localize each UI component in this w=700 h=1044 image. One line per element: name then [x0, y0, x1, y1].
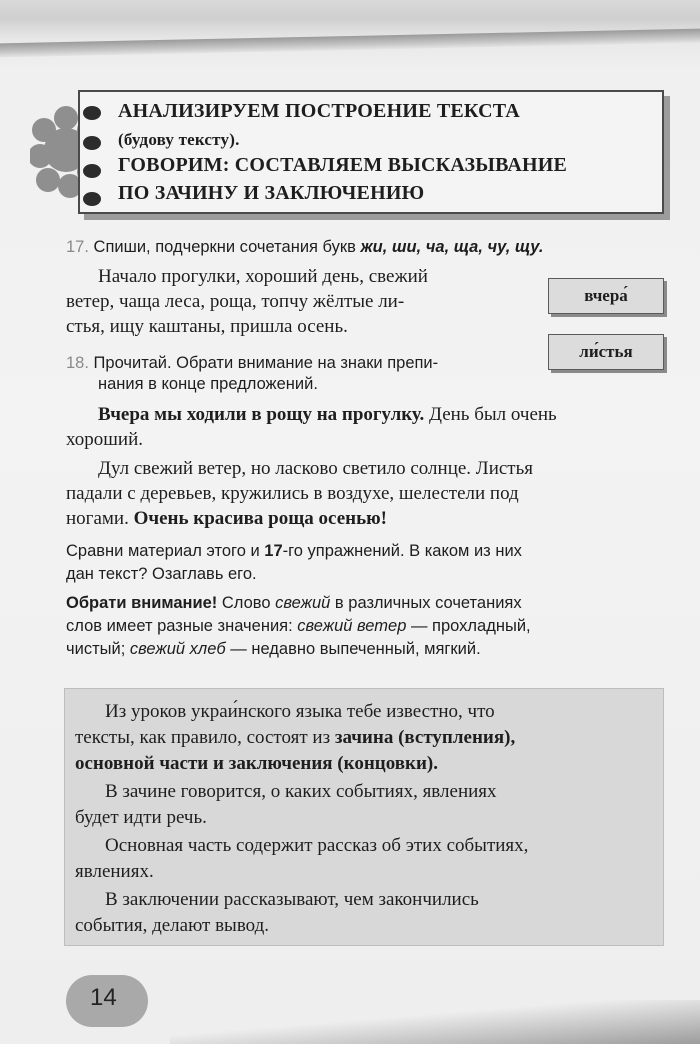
text-fragment: чистый; — [66, 640, 130, 658]
bullet-icon — [83, 164, 101, 178]
exercise-17-text-line: Начало прогулки, хороший день, свежий — [98, 266, 428, 287]
letter-combinations: жи, ши, ча, ща, чу, щу. — [360, 238, 544, 256]
bullet-icon — [83, 192, 101, 206]
rule-line: явлениях. — [75, 861, 154, 882]
bullet-icon — [83, 136, 101, 150]
italic-phrase: свежий ветер — [297, 617, 407, 635]
instruction-text: Прочитай. Обрати внимание на знаки препи- — [93, 354, 439, 372]
exercise-18-text-line: хороший. — [66, 429, 143, 450]
rule-line: основной части и заключения (концовки). — [75, 753, 438, 774]
exercise-17-text-line: стья, ищу каштаны, пришла осень. — [66, 316, 348, 337]
text-fragment: — недавно выпеченный, мягкий. — [225, 640, 481, 658]
exercise-18-instruction-line2: нания в конце предложений. — [98, 375, 318, 393]
rule-line — [75, 727, 515, 749]
exercise-18-text-line: падали с деревьев, кружились в воздухе, шелестели под — [66, 483, 519, 504]
text-fragment: ногами. — [66, 508, 134, 529]
exercise-17-instruction — [66, 238, 543, 257]
rule-line: Из уроков украи́нского языка тебе известно, что — [105, 701, 495, 722]
italic-phrase: свежий хлеб — [129, 640, 226, 658]
note-line1 — [66, 594, 522, 613]
note-line3 — [66, 640, 481, 659]
text-fragment: тексты, как правило, состоят из — [75, 727, 335, 748]
section-header — [78, 90, 664, 214]
text-fragment: Слово — [217, 594, 276, 612]
note-line2 — [66, 617, 531, 636]
bullet-icon — [83, 106, 101, 120]
rule-line: В зачине говорится, о каких событиях, явлениях — [105, 781, 497, 802]
exercise-reference: 17 — [264, 542, 283, 560]
bottom-shadow — [170, 1000, 700, 1044]
rule-box — [64, 688, 664, 946]
exercise-17-text-line: ветер, чаща леса, роща, топчу жёлтые ли- — [66, 291, 405, 312]
text-fragment: -го упражнений. В каком из них — [282, 542, 522, 560]
exercise-18-text-line — [98, 404, 557, 426]
header-title-line3: ГОВОРИМ: СОСТАВЛЯЕМ ВЫСКАЗЫВАНИЕ — [118, 154, 568, 176]
text-fragment: — прохладный, — [406, 617, 531, 635]
bold-sentence: Вчера мы ходили в рощу на прогулку. — [98, 404, 425, 425]
compare-task-line1 — [66, 542, 522, 561]
text-fragment: Сравни материал этого и — [66, 542, 265, 560]
header-title-line2: (будову тексту). — [118, 130, 240, 149]
compare-task-line2: дан текст? Озаглавь его. — [66, 565, 257, 583]
bold-term: зачина (вступления), — [334, 727, 516, 748]
bold-sentence: Очень красива роща осенью! — [133, 508, 387, 529]
exercise-18-instruction — [66, 354, 438, 373]
exercise-number: 17. — [66, 238, 89, 256]
exercise-18-text-line — [66, 508, 387, 530]
exercise-18-text-line: Дул свежий ветер, но ласково светило солнце. Листья — [98, 458, 534, 479]
text-fragment: День был очень — [424, 404, 557, 425]
vocabulary-word-box: ли́стья — [548, 334, 664, 370]
header-title-line1: АНАЛИЗИРУЕМ ПОСТРОЕНИЕ ТЕКСТА — [118, 100, 520, 122]
note-label: Обрати внимание! — [66, 594, 218, 612]
rule-line: Основная часть содержит рассказ об этих событиях, — [105, 835, 529, 856]
page-number: 14 — [90, 984, 117, 1011]
header-title-line4: ПО ЗАЧИНУ И ЗАКЛЮЧЕНИЮ — [118, 182, 425, 204]
text-fragment: в различных сочетаниях — [330, 594, 522, 612]
instruction-text: Спиши, подчеркни сочетания букв — [93, 238, 356, 256]
rule-line: будет идти речь. — [75, 807, 207, 828]
vocabulary-word-box: вчера́ — [548, 278, 664, 314]
text-fragment: слов имеет разные значения: — [66, 617, 298, 635]
italic-word: свежий — [275, 594, 331, 612]
exercise-number: 18. — [66, 354, 89, 372]
rule-line: события, делают вывод. — [75, 915, 270, 936]
rule-line: В заключении рассказывают, чем закончились — [105, 889, 479, 910]
